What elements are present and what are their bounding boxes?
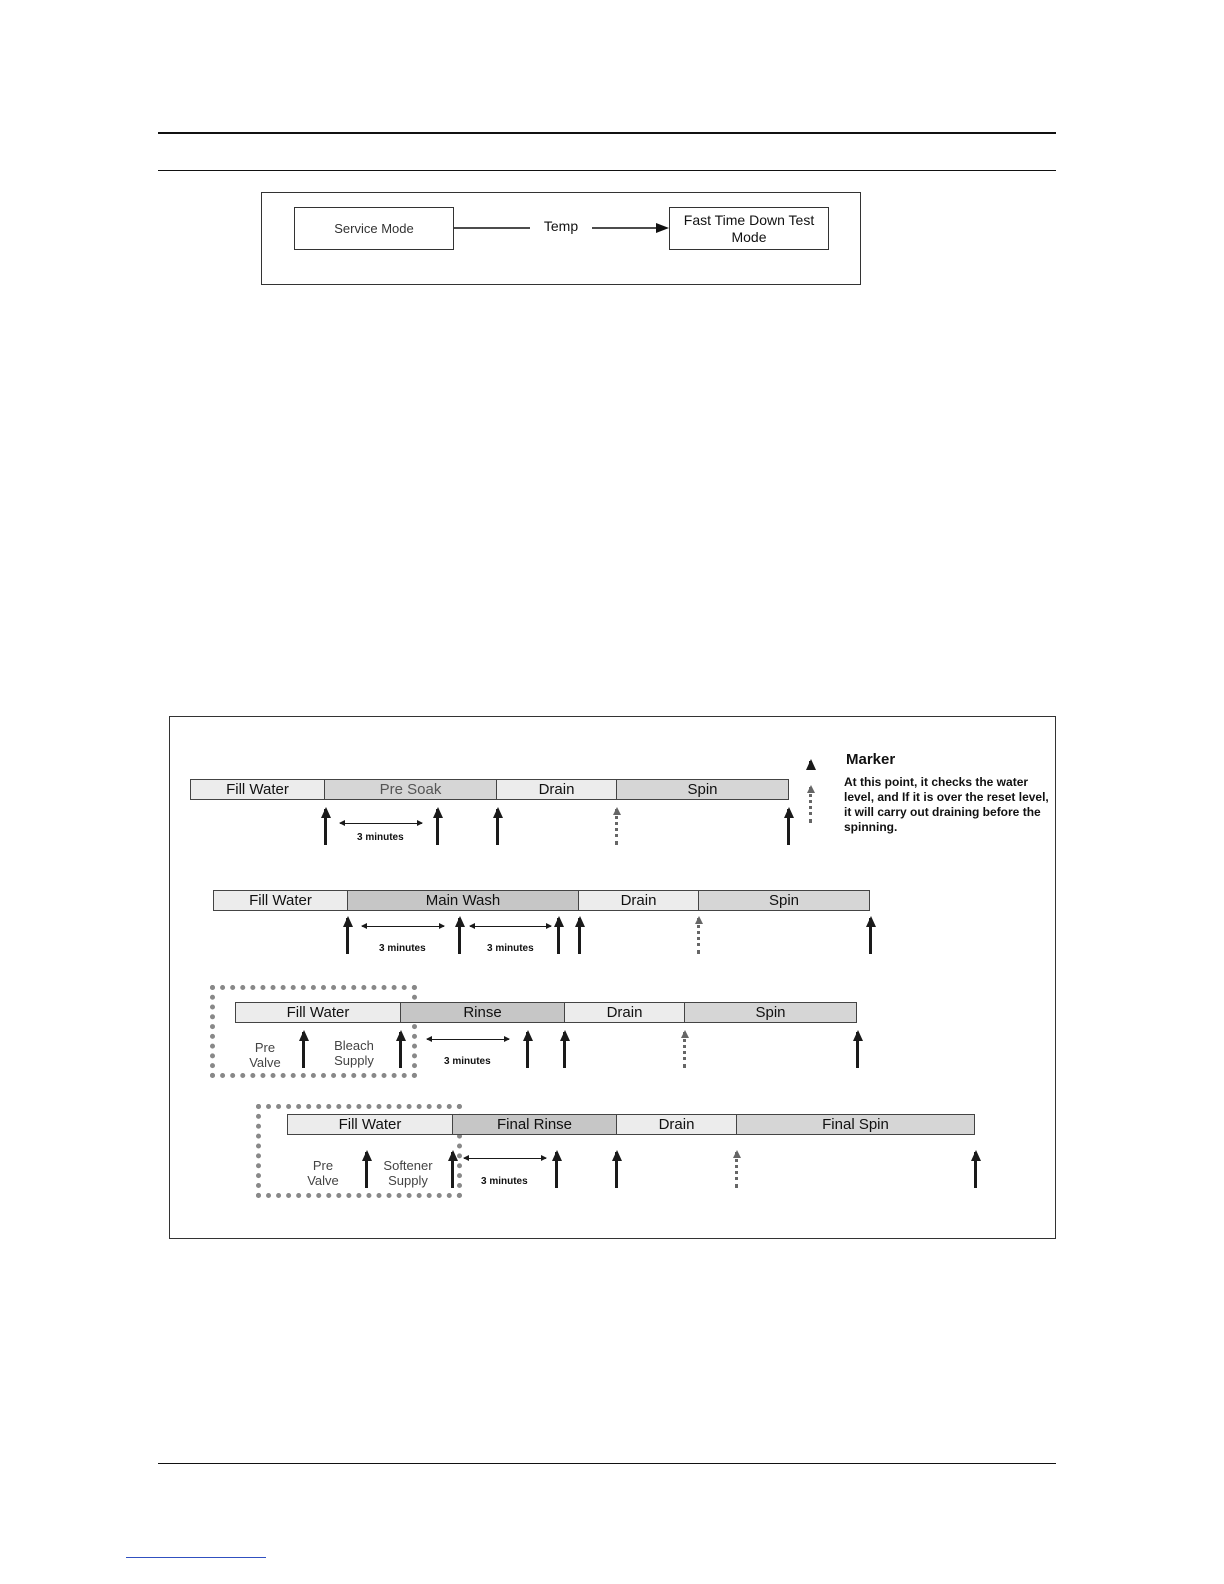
footer-link-underline [126,1557,266,1558]
t3-spin-segment: Spin [684,1002,857,1023]
fast-mode-label-line1: Fast Time Down Test [683,211,815,228]
t1-marker-arrow [324,809,327,845]
t3-check-arrow [683,1032,686,1068]
legend-description: At this point, it checks the water level, and If it is over the reset level, it will carry out draining before the spinning. [844,775,1049,834]
t4-softener-supply-label [375,1158,441,1188]
t4-softener-supply-label-line2: Supply [388,1173,428,1188]
t3-marker-arrow [563,1032,566,1068]
t3-marker-arrow [526,1032,529,1068]
t4-pre-valve-arrow [365,1152,368,1188]
t4-interval-arrow [464,1158,546,1159]
t3-interval-label: 3 minutes [444,1056,491,1067]
t3-bleach-supply-arrow [399,1032,402,1068]
t3-fill-water-segment: Fill Water [235,1002,401,1023]
t4-marker-arrow [615,1152,618,1188]
t4-final-spin-segment: Final Spin [736,1114,975,1135]
header-rule-bottom [158,170,1056,171]
service-mode-label: Service Mode [334,221,414,236]
t2-marker-arrow [578,918,581,954]
footer-rule [158,1463,1056,1464]
t4-marker-arrow [555,1152,558,1188]
t2-interval-arrow-2 [470,926,551,927]
t4-pre-valve-label [298,1158,348,1188]
temp-label: Temp [530,218,592,234]
t3-pre-valve-arrow [302,1032,305,1068]
fast-mode-label [684,212,814,246]
t3-pre-valve-label-line1: Pre [254,1040,276,1055]
t2-marker-arrow [346,918,349,954]
t2-marker-arrow [869,918,872,954]
fast-mode-label-line2: Mode [731,228,767,245]
t3-pre-valve-label [240,1040,290,1070]
t2-fill-water-segment: Fill Water [213,890,348,911]
t1-spin-segment: Spin [616,779,789,800]
t4-interval-label: 3 minutes [481,1176,528,1187]
t4-final-rinse-segment: Final Rinse [452,1114,617,1135]
t1-fill-water-segment: Fill Water [190,779,325,800]
t3-drain-segment: Drain [564,1002,685,1023]
header-rule-top [158,132,1056,134]
t3-interval-arrow [427,1039,509,1040]
t4-check-arrow [735,1152,738,1188]
service-mode-box [294,207,454,250]
t1-marker-arrow [496,809,499,845]
t2-interval-arrow-1 [362,926,444,927]
t3-bleach-supply-label [324,1038,384,1068]
t1-interval-label: 3 minutes [357,832,404,843]
t1-check-arrow [615,809,618,845]
t2-check-arrow [697,918,700,954]
t3-bleach-supply-label-line2: Supply [334,1053,374,1068]
t2-main-wash-segment: Main Wash [347,890,579,911]
legend-marker-arrow [809,761,812,770]
t2-interval-label-2: 3 minutes [487,943,534,954]
t2-drain-segment: Drain [578,890,699,911]
t1-pre-soak-segment: Pre Soak [324,779,497,800]
t3-pre-valve-label-line2: Valve [249,1055,281,1070]
t2-marker-arrow [557,918,560,954]
t1-marker-arrow [787,809,790,845]
t3-rinse-segment: Rinse [400,1002,565,1023]
legend-title: Marker [846,751,896,768]
t2-interval-label-1: 3 minutes [379,943,426,954]
t1-marker-arrow [436,809,439,845]
t4-softener-supply-label-line1: Softener [383,1158,433,1173]
t4-marker-arrow [974,1152,977,1188]
t4-pre-valve-label-line1: Pre [312,1158,334,1173]
fast-time-down-test-mode-box [669,207,829,250]
t3-bleach-supply-label-line1: Bleach [334,1038,374,1053]
t2-spin-segment: Spin [698,890,870,911]
t4-drain-segment: Drain [616,1114,737,1135]
t1-drain-segment: Drain [496,779,617,800]
legend-dotted-arrow [809,787,812,823]
t4-fill-water-segment: Fill Water [287,1114,453,1135]
t1-interval-arrow [340,823,422,824]
t4-softener-supply-arrow [451,1152,454,1188]
t2-marker-arrow [458,918,461,954]
t4-pre-valve-label-line2: Valve [307,1173,339,1188]
t3-marker-arrow [856,1032,859,1068]
